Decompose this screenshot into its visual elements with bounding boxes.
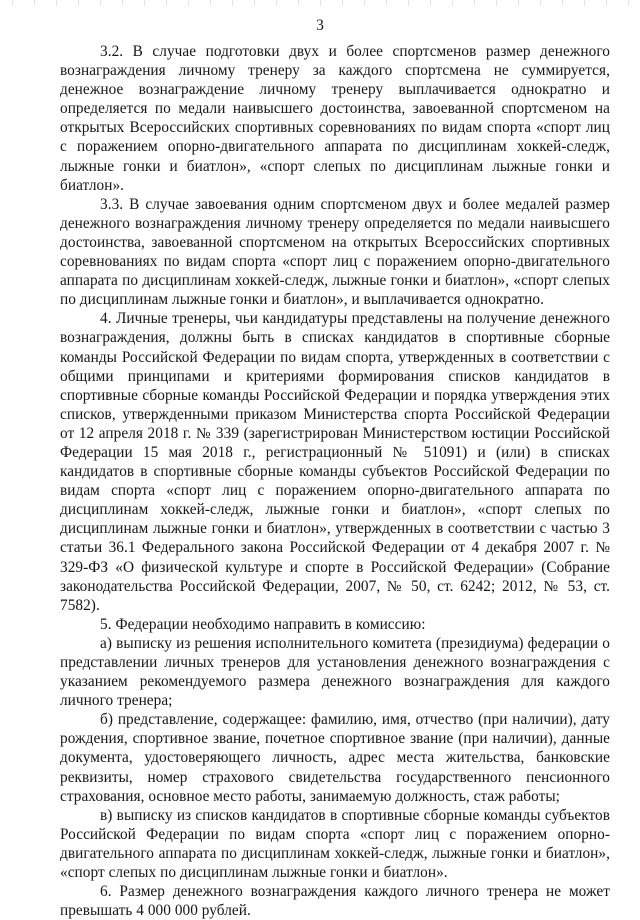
paragraph-4: 4. Личные тренеры, чьи кандидатуры представлены на получение денежного вознаграждения, должны быть в списках кандидатов в спортивные сборные команды Российской Федерации по видам спорта, утвержденных в соответствии с общими принципами и критериями формирования списков кандидатов в спортивные сборные команды Российской Федерации и порядка утверждения этих списков, утвержденными приказом Министерства спорта Российской Федерации от 12 апреля 2018 г. № 339 (зарегистрирован Министерством юстиции Российской Федерации 15 мая 2018 г., регистрационный № 51091) и (или) в списках кандидатов в спортивные сборные команды субъектов Российской Федерации по видам спорта «спорт лиц с поражением опорно-двигательного аппарата по дисциплинам хоккей-следж, лыжные гонки и биатлон», «спорт слепых по дисциплинам лыжные гонки и биатлон», утвержденных в соответствии с частью 3 статьи 36.1 Федерального закона Российской Федерации от 4 декабря 2007 г. № 329-ФЗ «О физической культуре и спорте в Российской Федерации» (Собрание законодательства Российской Федерации, 2007, № 50, ст. 6242; 2012, № 53, ст. 7582). bbox=[60, 310, 610, 614]
scan-artifact bbox=[0, 0, 640, 6]
paragraph-5-a: а) выписку из решения исполнительного комитета (президиума) федерации о представлении личных тренеров для установления денежного вознаграждения с указанием рекомендуемого размера денежного вознаграждения для каждого личного тренера; bbox=[60, 634, 610, 710]
paragraph-3-3: 3.3. В случае завоевания одним спортсменом двух и более медалей размер денежного вознаграждения личному тренеру определяется по медали наивысшего достоинства, завоеванной спортсменом на открытых Всероссийских спортивных соревнованиях по видам спорта «спорт лиц с поражением опорно-двигательного аппарата по дисциплинам хоккей-следж, лыжные гонки и биатлон», «спорт слепых по дисциплинам лыжные гонки и биатлон», и выплачивается однократно. bbox=[60, 195, 610, 309]
paragraph-3-2: 3.2. В случае подготовки двух и более спортсменов размер денежного вознаграждения личному тренеру за каждого спортсмена не суммируется, денежное вознаграждение личному тренеру выплачивается однократно и определяется по медали наивысшего достоинства, завоеванной спортсменом на открытых Всероссийских спортивных соревнованиях по видам спорта «спорт лиц с поражением опорно-двигательного аппарата по дисциплинам хоккей-следж, лыжные гонки и биатлон», «спорт слепых по дисциплинам лыжные гонки и биатлон». bbox=[60, 43, 610, 194]
page-number: 3 bbox=[316, 17, 324, 34]
paragraph-5-v: в) выписку из списков кандидатов в спортивные сборные команды субъектов Российской Федерации по видам спорта «спорт лиц с поражением опорно-двигательного аппарата по дисциплинам хоккей-следж, лыжные гонки и биатлон», «спорт слепых по дисциплинам лыжные гонки и биатлон». bbox=[60, 806, 610, 882]
paragraph-5: 5. Федерации необходимо направить в комиссию: bbox=[100, 615, 426, 633]
paragraph-5-b: б) представление, содержащее: фамилию, имя, отчество (при наличии), дату рождения, спортивное звание, почетное спортивное звание (при наличии), данные документа, удостоверяющего личность, адрес места жительства, банковские реквизиты, номер страхового свидетельства государственного пенсионного страхования, основное место работы, занимаемую должность, стаж работы; bbox=[60, 711, 610, 805]
document-body bbox=[60, 42, 610, 920]
paragraph-6: 6. Размер денежного вознаграждения каждого личного тренера не может превышать 4 000 000 рублей. bbox=[60, 883, 610, 920]
